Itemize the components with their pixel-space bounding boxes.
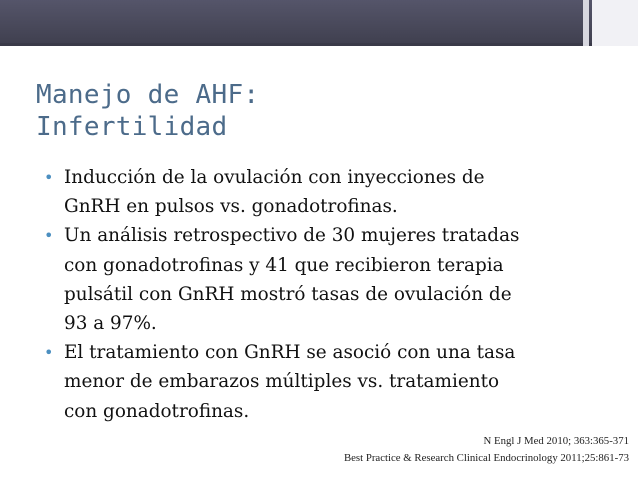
banner-band bbox=[0, 0, 638, 46]
bullet-item-3 bbox=[44, 338, 604, 426]
reference-2: Best Practice & Research Clinical Endocrinology 2011;25:861-73 bbox=[343, 452, 629, 464]
banner-accent-narrow bbox=[583, 0, 589, 46]
bullet-item-2 bbox=[44, 221, 604, 338]
bullet-2-line-3: pulsátil con GnRH mostró tasas de ovulación de bbox=[64, 283, 512, 305]
bullet-1-line-2: GnRH en pulsos vs. gonadotrofinas. bbox=[64, 196, 398, 218]
bullet-dot-icon: • bbox=[44, 343, 54, 363]
references bbox=[344, 433, 629, 467]
bullet-item-1 bbox=[44, 163, 604, 221]
slide-title bbox=[36, 79, 259, 143]
top-banner bbox=[0, 0, 638, 46]
bullet-dot-icon: • bbox=[44, 226, 54, 246]
reference-1: N Engl J Med 2010; 363:365-371 bbox=[483, 435, 629, 447]
bullet-1-line-1: Inducción de la ovulación con inyecciones de bbox=[64, 167, 485, 188]
bullet-list bbox=[44, 163, 604, 426]
bullet-3-line-1: El tratamiento con GnRH se asoció con una tasa bbox=[64, 342, 516, 364]
bullet-2-line-2: con gonadotrofinas y 41 que recibieron terapia bbox=[64, 254, 504, 276]
bullet-2-line-4: 93 a 97%. bbox=[64, 313, 157, 335]
title-line-1: Manejo de AHF: bbox=[36, 80, 260, 110]
banner-stripe bbox=[0, 43, 638, 46]
bullet-3-line-3: con gonadotrofinas. bbox=[64, 400, 250, 422]
title-line-2: Infertilidad bbox=[36, 112, 228, 142]
bullet-dot-icon: • bbox=[44, 168, 54, 187]
bullet-3-line-2: menor de embarazos múltiples vs. tratamiento bbox=[64, 371, 500, 393]
banner-accent-square bbox=[592, 0, 638, 46]
bullet-2-line-1: Un análisis retrospectivo de 30 mujeres tratadas bbox=[64, 225, 520, 247]
